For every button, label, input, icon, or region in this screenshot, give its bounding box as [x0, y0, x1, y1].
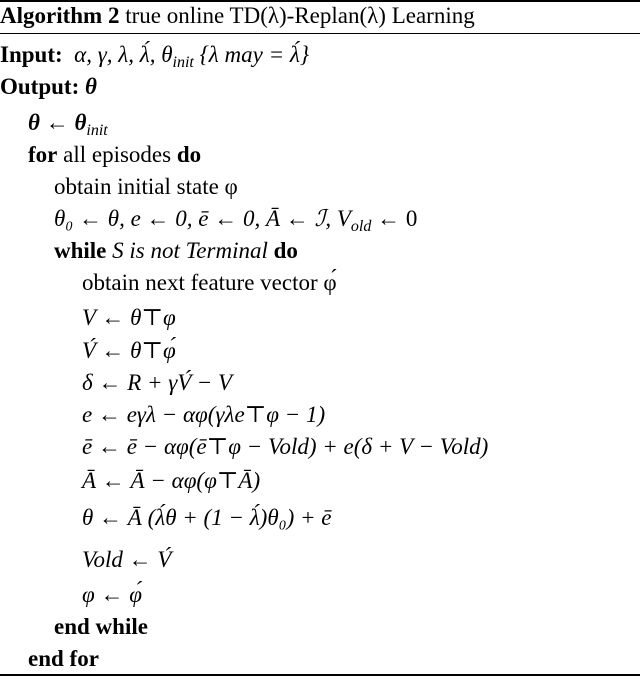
delta-line: δ ← R + γV́ − V — [82, 370, 233, 395]
while-line — [54, 236, 298, 266]
reset-line: θ₀ ← θ, e ← 0, ē ← 0, Ā ← ℐ, $V_{old}$ ← 0 — [54, 206, 418, 235]
for-do-keyword: do — [176, 142, 202, 167]
phi-update-line: φ ← φ́ — [82, 582, 142, 607]
algorithm-name: true online TD(λ)-Replan(λ) Learning — [125, 3, 475, 28]
algorithm-label: Algorithm 2 — [0, 3, 120, 28]
end-while-line: end while — [54, 614, 148, 639]
input-args: α, γ, λ, λ́, $\theta_{init}$ — [74, 42, 194, 71]
input-line — [0, 40, 309, 70]
input-note: {λ may = λ́} — [199, 42, 310, 67]
output-var: θ — [85, 74, 97, 99]
for-keyword: for — [28, 142, 58, 167]
while-keyword: while — [54, 238, 107, 263]
end-for-line: end for — [28, 646, 99, 671]
for-condition: all episodes — [63, 142, 172, 167]
theta-update-line: θ ← Ā (λ́θ + (1 − λ́)θ₀) + ē — [82, 505, 332, 530]
algorithm-title — [0, 1, 475, 31]
input-keyword: Input: — [0, 42, 63, 67]
obtain-initial-line: obtain initial state φ — [54, 174, 238, 199]
title-rule — [0, 33, 640, 34]
for-line — [28, 140, 201, 170]
output-line — [0, 72, 97, 102]
next-value-line: V́ ← θ⊤φ́ — [82, 338, 176, 363]
while-do-keyword: do — [273, 238, 298, 263]
v-old-line: Vold ← V́ — [82, 547, 172, 572]
trace-line: e ← eγλ − αφ(γλe⊤φ − 1) — [82, 402, 326, 427]
bottom-rule — [0, 674, 640, 676]
init-theta-line: θ ← $\theta_{init}$ — [28, 110, 108, 139]
output-keyword: Output: — [0, 74, 80, 99]
obtain-next-line: obtain next feature vector φ́ — [82, 270, 337, 295]
trace-bar-line: ē ← ē − αφ(ē⊤φ − Vold) + e(δ + V − Vold) — [82, 434, 489, 459]
while-condition: S is not Terminal — [112, 238, 268, 263]
value-line: V ← θ⊤φ — [82, 305, 176, 330]
a-bar-line: Ā ← Ā − αφ(φ⊤Ā) — [82, 468, 261, 493]
